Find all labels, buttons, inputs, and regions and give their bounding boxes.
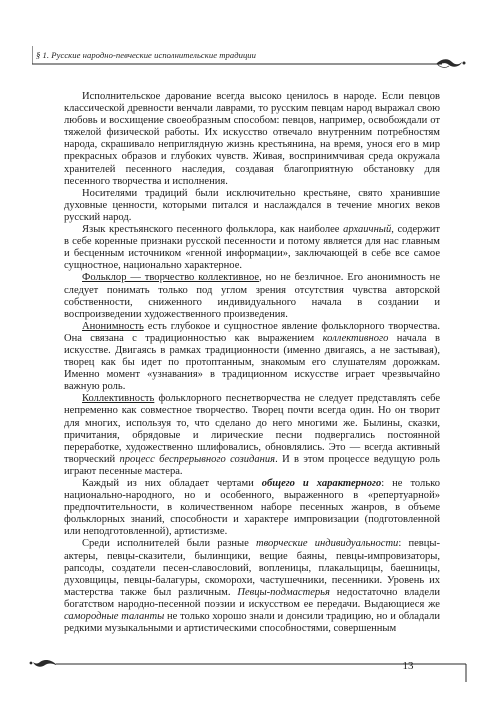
text-run: недостаточно владели богатством народно-песенной поэзии и искусством ее передачи. Выдающиеся же bbox=[64, 586, 440, 610]
body-text bbox=[64, 91, 440, 635]
text-run: творческие индивидуальности bbox=[255, 538, 399, 550]
text-run: : не только национально-народного, но и особенного, выраженного в «репертуарной» предпочтительности, в количественном наборе песенных жанров, в объеме фольклорных знаний, способности и характере импровизации (подготовленной или неподготовленной), артистизме. bbox=[64, 478, 440, 538]
text-run: процесс беспрерывного созидания bbox=[119, 453, 276, 465]
text-run: , содержит в себе коренные признаки русской песенности и потому является для нас главным и бесценным источником «генной информации», заключающей в себе все самое сущностное, национально характерное. bbox=[64, 224, 440, 272]
running-title: § 1. Русские народно-певческие исполнительские традиции bbox=[36, 50, 256, 60]
text-run: фольклорного песнетворчества не следует представлять себе непременно как совместное творчество. Творец почти всегда один. Но он творит для многих, используя то, что сделано до него многими же. Былины, сказки, причитания, обрядовые и лирические песни подвергались постоянной переработке, художественно шлифовались, обновлялись. Это — всегда активный творческий bbox=[64, 393, 440, 465]
paragraph bbox=[64, 91, 440, 188]
text-run: есть глубокое и сущностное явление фольклорного творчества. Она связана с традиционностью как выражением bbox=[64, 320, 440, 344]
paragraph bbox=[64, 272, 440, 320]
flourish-ornament-icon bbox=[436, 59, 466, 67]
text-run: Исполнительское дарование всегда высоко ценилось в народе. Если певцов классической древности венчали лаврами, то русским певцам народ выражал свою любовь и восхищение своеобразным способом: певцов, например, освобождали от тяжелой физической работы. Их искусство отвечало внутренним потребностям народа, скрашивало неприглядную жизнь крестьянина, на время, унося его в мир прекрасных образов и глубоких чувств. Живая, воспринимчивая среда окружала хранителей песенного наследия, создавая благоприятную обстановку для песенного творчества и исполнения. bbox=[64, 91, 440, 187]
footer-ornament-rule bbox=[0, 652, 500, 682]
text-run: не только хорошо знали и донсили традицию, но и обладали редкими музыкальными и артистическими способностями, совершенным bbox=[64, 611, 440, 635]
paragraph bbox=[64, 224, 440, 272]
text-run: Носителями традиций были исключительно крестьяне, свято хранившие духовные ценности, которыми питался и наслаждался в течение многих веков русский народ. bbox=[64, 187, 440, 223]
text-run: , но не безличное. Его анонимность не следует понимать только под углом зрения отсутствия чувства авторской собственности, сниженного индивидуального начала в создании и воспроизведении художественного произведения. bbox=[64, 272, 440, 320]
paragraph bbox=[64, 321, 440, 394]
running-header bbox=[32, 44, 468, 68]
text-run: : певцы-актеры, певцы-сказители, былинщики, вещие баяны, певцы-импровизаторы, рапсоды, создатели песен-славословий, вопленицы, плакальщицы, баешницы, духовщицы, певцы-балагуры, скоморохи, частушечники, песенники. Уровень их мастерства также был различным. bbox=[64, 538, 440, 598]
text-run: Язык крестьянского песенного фольклора, как наиболее bbox=[82, 224, 344, 236]
text-run: Коллективность bbox=[82, 393, 155, 405]
paragraph bbox=[64, 538, 440, 635]
paragraph bbox=[64, 393, 440, 478]
text-run: архаичный bbox=[343, 224, 392, 236]
text-run: коллективного bbox=[322, 332, 389, 344]
text-run: начала в искусстве. Двигаясь в рамках традиционности (именно двигаясь, а не застывая), творец как бы идет по протоптанным, знакомым его слушателям дорожкам. Именно момент «узнавания» в традиционном искусстве играет чрезвычайно важную роль. bbox=[64, 332, 440, 393]
text-run: . И в этом процессе ведущую роль играют песенные мастера. bbox=[64, 453, 440, 477]
text-run: Каждый из них обладает чертами bbox=[82, 478, 262, 489]
paragraph bbox=[64, 188, 440, 224]
page-number: 13 bbox=[402, 660, 414, 672]
flourish-ornament-icon bbox=[30, 660, 56, 667]
text-run: Фольклор — творчество коллективное bbox=[82, 272, 260, 284]
paragraph bbox=[64, 478, 440, 538]
text-run: Анонимность bbox=[82, 320, 144, 332]
text-run: общего и характерного bbox=[261, 478, 382, 489]
text-run: Среди исполнителей были разные bbox=[82, 538, 256, 550]
text-run: Певцы-подмастерья bbox=[237, 586, 330, 598]
text-run: самородные таланты bbox=[64, 611, 165, 623]
